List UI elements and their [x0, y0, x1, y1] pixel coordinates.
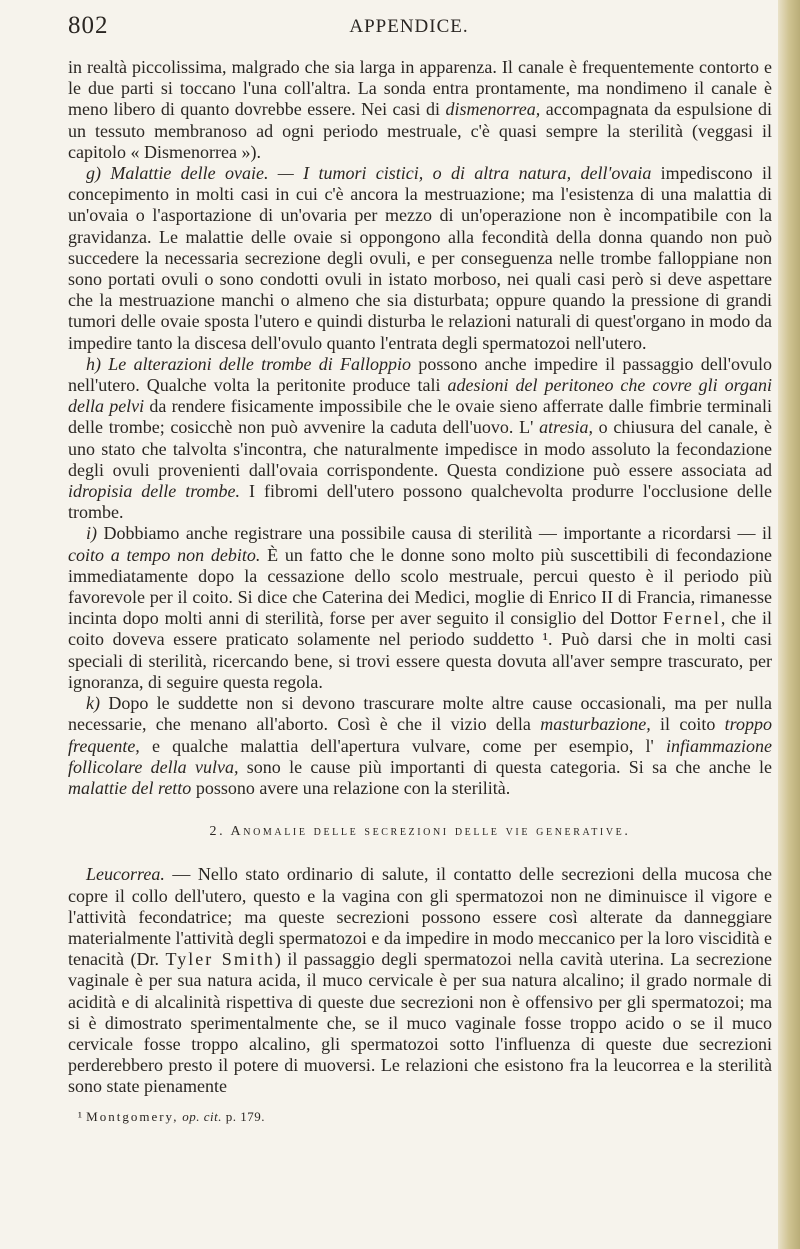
paragraph-k: k) Dopo le suddette non si devono trascurare molte altre cause occasionali, ma per nulla necessarie, che menano all'aborto. Così è che il vizio della masturbazione, il coito troppo frequente, e qualche malattia dell'apertura vulvare, come per esempio, l' infiammazione follicolare della vulva, sono le cause più importanti di questa categoria. Si sa che anche le malattie del retto possono avere una relazione con la sterilità. — [68, 693, 773, 798]
page-header — [68, 12, 750, 48]
paragraph-i: i) Dobbiamo anche registrare una possibile causa di sterilità — importante a ricordarsi — il coito a tempo non debito. È un fatto che le donne sono molto più suscettibili di fecondazione immediatamente dopo la cessazione dello scolo mestruale, percui questo è il periodo più favorevole per il coito. Si dice che Caterina dei Medici, moglie di Enrico II di Francia, rimanesse incinta dopo molti anni di sterilità, forse per aver seguito il consiglio del Dottor Fernel, che il coito doveva essere praticato solamente nel periodo suddetto ¹. Può darsi che in molti casi speciali di sterilità, ricercando bene, si trovi essere questa dovuta all'aver sempre trascurato, per ignoranza, di seguire questa regola. — [68, 523, 772, 692]
running-head: APPENDICE. — [349, 16, 469, 37]
paragraph-g-heading: g) Malattie delle ovaie. — I tumori cistici, o di altra natura, dell'ovaia — [86, 163, 652, 184]
paragraph-h: h) Le alterazioni delle trombe di Falloppio possono anche impedire il passaggio dell'ovulo nell'utero. Qualche volta la peritonite produce tali adesioni del peritoneo che covre gli organi della pelvi da rendere fisicamente impossibile che le ovaie sieno afferrate dalle fimbrie terminali delle trombe; cosicchè non può avvenire la caduta dell'uovo. L' atresia, o chiusura del canale, è uno stato che talvolta s'incontra, che naturalmente impedisce in modo assoluto la fecondazione degli ovuli provenienti dall'ovaia corrispondente. Questa condizione può essere associata ad idropisia delle trombe. I fibromi dell'utero possono qualchevolta produrre l'occlusione delle trombe. — [68, 353, 773, 523]
paragraph-leucorrea: Leucorrea. — Nello stato ordinario di salute, il contatto delle secrezioni della mucosa che copre il collo dell'utero, questo e la vagina con gli spermatozoi non ne diminuisce il vigore e l'attività fecondatrice; ma queste secrezioni possono essere così alterate da danneggiare materialmente l'attività degli spermatozoi e da impedire in modo meccanico per la loro viscidità e tenacità (Dr. Tyler Smith) il passaggio degli spermatozoi nella cavità uterina. La secrezione vaginale è per sua natura acida, il muco cervicale è per sua natura alcalino; il grado normale di acidità e di alcalinità rispettiva di queste due secrezioni non è offensivo per gli spermatozoi; ma si è dimostrato sperimentalmente che, se il muco vaginale fosse troppo acido o se il muco cervicale fosse troppo alcalino, gli spermatozoi sotto l'influenza di queste due secrezioni perderebbero presto il potere di muoversi. Le relazioni che esistono fra la leucorrea e la sterilità sono state pienamente — [68, 864, 772, 1097]
page-edge — [778, 0, 800, 1249]
leucorrea-heading: Leucorrea. — [86, 864, 165, 885]
paragraph-h-heading: h) Le alterazioni delle trombe di Falloppio — [86, 353, 412, 374]
author-name: Fernel — [662, 608, 721, 629]
footnote: ¹ Montgomery, op. cit. p. 179. — [78, 1108, 265, 1124]
page-body — [68, 57, 772, 1127]
section-heading: 2. Anomalie delle secrezioni delle vie generative. — [209, 824, 631, 840]
page-number: 802 — [68, 12, 109, 39]
author-name: Tyler Smith — [165, 949, 275, 970]
paragraph-g: g) Malattie delle ovaie. — I tumori cistici, o di altra natura, dell'ovaia impediscono il concepimento in molti casi in cui c'è ancora la mestruazione; ma l'esistenza di una malattia di un'ovaia o l'asportazione di un'ovaria per mezzo di un'operazione non è incompatibile con la gravidanza. Le malattie delle ovaie si oppongono alla fecondità della donna quando non può succedere la necessaria secrezione degli ovuli, e per conseguenza nelle trombe falloppiane non sono portati ovuli o sono condotti ovuli in istato morboso, nei quali casi però si deve aspettare che la mestruazione manchi o almeno che sia disturbata; oppure quando la pressione di grandi tumori delle ovaie sposta l'utero e quindi disturba le relazioni naturali di quest'organo in modo da impedire tanto la discesa dell'ovulo quanto l'entrata degli spermatozoi nell'utero. — [68, 163, 772, 353]
paragraph-continuation: in realtà piccolissima, malgrado che sia larga in apparenza. Il canale è frequentemente contorto e le due parti si toccano l'una coll'altra. La sonda entra prontamente, ma nondimeno il canale è meno libero di quanto dovrebbe essere. Nei casi di dismenorrea, accompagnata da espulsione di un tessuto membranoso ad ogni periodo mestruale, c'è quasi sempre la sterilità (veggasi il capitolo « Dismenorrea »). — [68, 57, 773, 162]
